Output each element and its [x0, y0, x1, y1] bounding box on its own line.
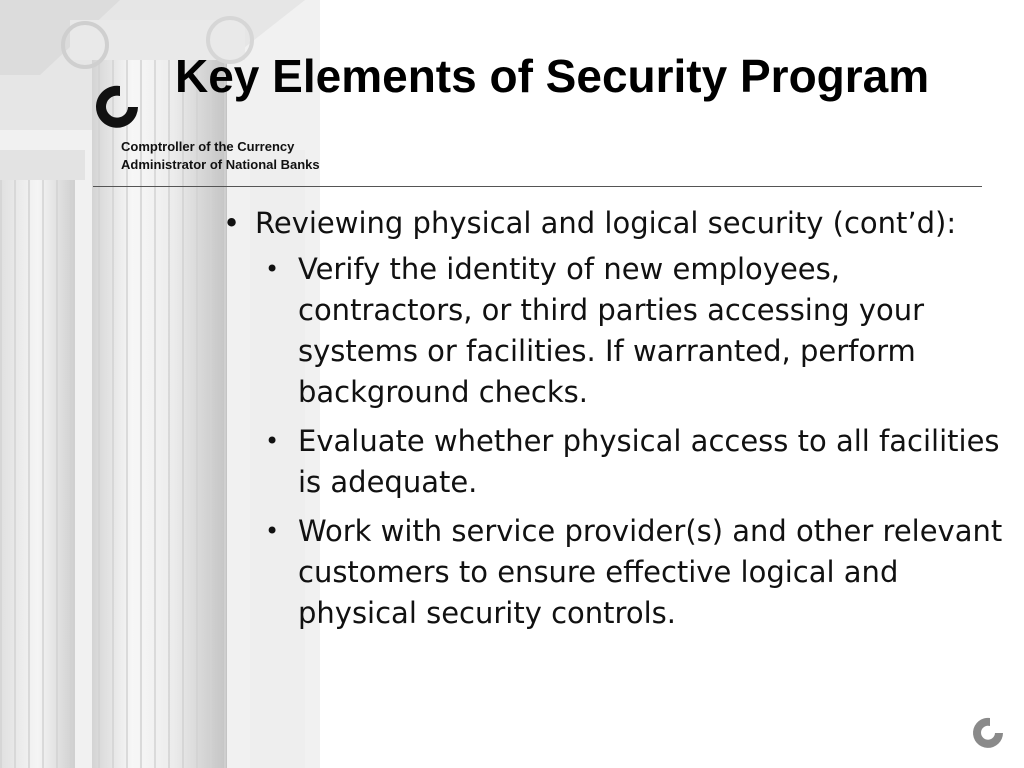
sub-bullet-text: Work with service provider(s) and other relevant customers to ensure effective logical and physical security controls.: [298, 514, 1003, 630]
bullet-item-level-1: [215, 203, 1005, 244]
occ-logo-small-icon: [970, 715, 1006, 751]
organization-name: [121, 138, 320, 174]
bullet-text: Reviewing physical and logical security (cont’d):: [255, 206, 957, 240]
bullet-icon: •: [223, 206, 241, 240]
sub-bullet-list: [215, 249, 1005, 634]
bullet-icon: •: [265, 255, 280, 283]
slide-content: [215, 203, 1005, 642]
sub-bullet-item: [215, 511, 1005, 634]
sub-bullet-text: Evaluate whether physical access to all facilities is adequate.: [298, 424, 1000, 499]
org-line-1: Comptroller of the Currency: [121, 139, 295, 154]
bullet-icon: •: [265, 427, 280, 455]
slide-title: Key Elements of Security Program: [175, 50, 930, 102]
sub-bullet-item: [215, 421, 1005, 503]
bullet-icon: •: [265, 517, 280, 545]
sub-bullet-text: Verify the identity of new employees, contractors, or third parties accessing your systems or facilities. If warranted, perform background checks.: [298, 252, 925, 409]
sub-bullet-item: [215, 249, 1005, 413]
header-divider: [93, 186, 982, 187]
occ-logo-icon: [90, 80, 144, 134]
org-line-2: Administrator of National Banks: [121, 157, 320, 172]
